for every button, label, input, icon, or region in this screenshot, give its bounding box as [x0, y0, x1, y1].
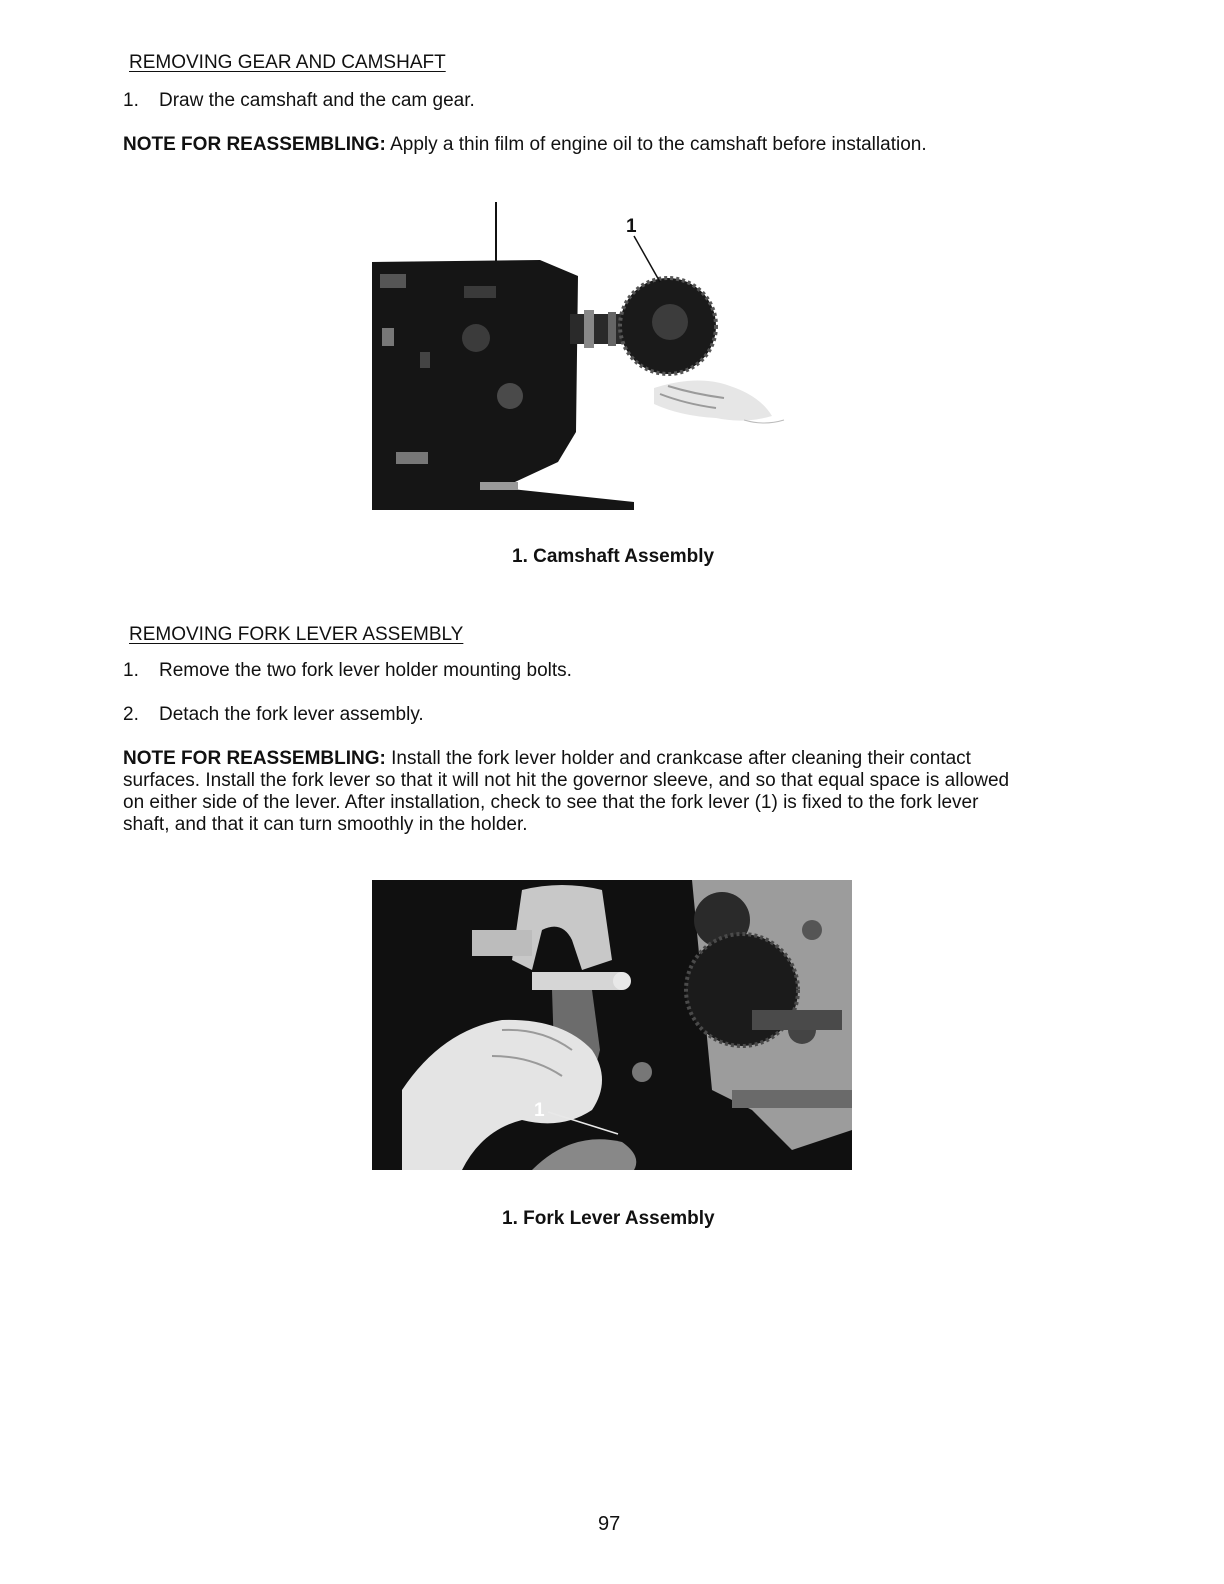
figure-caption-fork-lever: 1. Fork Lever Assembly	[502, 1208, 715, 1229]
reassembly-note-fork-lever	[123, 748, 1023, 836]
fork-lever-assembly-photo	[372, 880, 852, 1170]
note-text: Apply a thin film of engine oil to the camshaft before installation.	[385, 134, 927, 155]
step-item	[123, 660, 572, 682]
step-number: 1.	[123, 90, 139, 111]
note-label: NOTE FOR REASSEMBLING:	[123, 134, 386, 155]
step-number: 2.	[123, 704, 139, 725]
figure-caption-camshaft: 1. Camshaft Assembly	[512, 546, 715, 567]
reassembly-note-camshaft	[123, 134, 1103, 156]
page-number: 97	[598, 1513, 621, 1535]
note-text: Install the fork lever holder and crankcase after cleaning their contact surfaces. Install the fork lever so that it will not hit the governor sleeve, and so that equal space is allowed on either side of the lever. After installation, check to see that the fork lever (1) is fixed to the fork lever shaft, and that it can turn smoothly in the holder.	[123, 748, 1010, 835]
step-item	[123, 90, 475, 112]
figure-callout-number: 1	[534, 1100, 545, 1121]
step-text: Remove the two fork lever holder mounting bolts.	[159, 660, 572, 681]
step-text: Draw the camshaft and the cam gear.	[159, 90, 475, 111]
step-text: Detach the fork lever assembly.	[159, 704, 424, 725]
step-item	[123, 704, 424, 726]
step-number: 1.	[123, 660, 139, 681]
section-heading-fork-lever: REMOVING FORK LEVER ASSEMBLY	[129, 624, 464, 645]
note-label: NOTE FOR REASSEMBLING:	[123, 748, 386, 769]
section-heading-gear-camshaft: REMOVING GEAR AND CAMSHAFT	[129, 52, 446, 73]
camshaft-assembly-photo	[372, 200, 792, 512]
figure-callout-number: 1	[626, 216, 637, 237]
